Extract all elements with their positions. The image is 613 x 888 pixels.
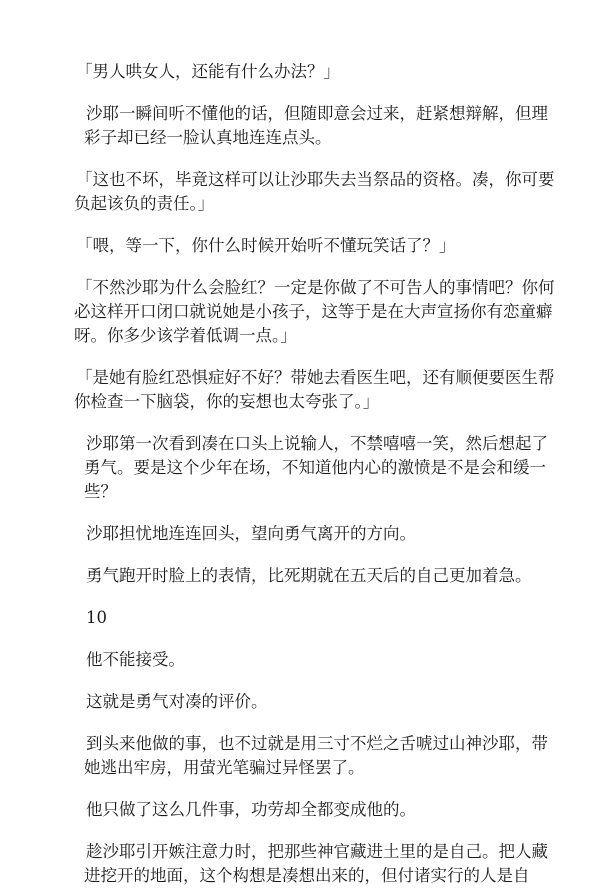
paragraph: 沙耶一瞬间听不懂他的话，但随即意会过来，赶紧想辩解，但理彩子却已经一脸认真地连连点头。 bbox=[84, 104, 548, 147]
paragraph: 到头来他做的事，也不过就是用三寸不烂之舌唬过山神沙耶，带她逃出牢房，用萤光笔骗过异怪罢了。 bbox=[84, 734, 548, 777]
paragraph: 「喂，等一下，你什么时候开始听不懂玩笑话了？」 bbox=[76, 236, 456, 255]
paragraph: 他只做了这么几件事，功劳却全都变成他的。 bbox=[86, 800, 416, 819]
paragraph: 「这也不坏，毕竟这样可以让沙耶失去当祭品的资格。凑，你可要负起该负的责任。」 bbox=[74, 170, 555, 213]
paragraph: 这就是勇气对凑的评价。 bbox=[86, 692, 268, 711]
paragraph: 「不然沙耶为什么会脸红？一定是你做了不可告人的事情吧？你何必这样开口闭口就说她是小孩子，这等于是在大声宣扬你有恋童癖呀。你多少该学着低调一点。」 bbox=[74, 278, 555, 345]
paragraph: 沙耶第一次看到凑在口头上说输人，不禁嘻嘻一笑，然后想起了勇气。要是这个少年在场，不知道他内心的激愤是不是会和缓一些？ bbox=[84, 434, 548, 501]
paragraph: 「男人哄女人，还能有什么办法？」 bbox=[76, 62, 340, 81]
section-number: 10 bbox=[86, 608, 107, 627]
paragraph: 「是她有脸红恐惧症好不好？带她去看医生吧，还有顺便要医生帮你检查一下脑袋，你的妄想也太夸张了。」 bbox=[74, 368, 555, 411]
paragraph: 沙耶担忧地连连回头，望向勇气离开的方向。 bbox=[86, 524, 416, 543]
paragraph: 趁沙耶引开嫉注意力时，把那些神官藏进土里的是自己。把人藏进挖开的地面，这个构想是凑想出来的，但付诸实行的人是自 bbox=[84, 842, 548, 885]
paragraph: 他不能接受。 bbox=[86, 650, 185, 669]
paragraph: 勇气跑开时脸上的表情，比死期就在五天后的自己更加着急。 bbox=[86, 566, 532, 585]
